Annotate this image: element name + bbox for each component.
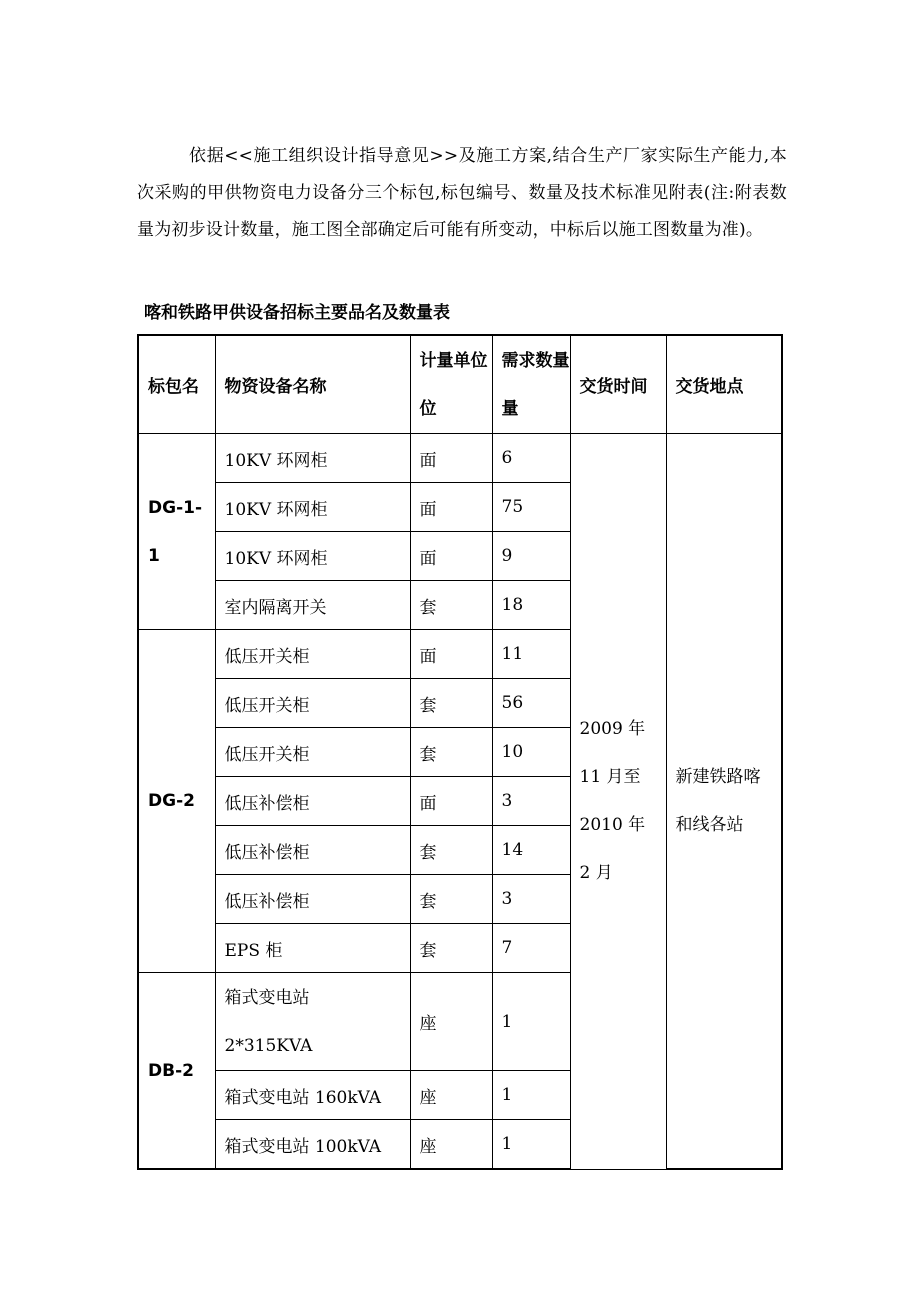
item-unit: 套 — [410, 875, 492, 924]
item-name-line2: 2*315KVA — [224, 1035, 313, 1056]
delivery-place-line1: 新建铁路喀 — [675, 767, 761, 787]
item-unit: 座 — [410, 973, 492, 1071]
item-name: 10KV 环网柜 — [215, 532, 410, 581]
header-unit — [410, 335, 492, 434]
package-dg-1-1-line2: 1 — [148, 545, 160, 566]
item-unit: 座 — [410, 1071, 492, 1120]
item-unit: 面 — [410, 777, 492, 826]
delivery-place-line2: 和线各站 — [675, 815, 744, 835]
item-name: 低压补偿柜 — [215, 777, 410, 826]
header-qty-line1: 需求数量 — [501, 350, 570, 371]
item-qty: 1 — [492, 1071, 570, 1120]
header-qty-line2: 量 — [501, 398, 519, 419]
item-qty: 10 — [492, 728, 570, 777]
table-title: 喀和铁路甲供设备招标主要品名及数量表 — [144, 303, 450, 323]
item-qty: 14 — [492, 826, 570, 875]
item-unit: 座 — [410, 1120, 492, 1170]
item-name-line1: 箱式变电站 — [224, 987, 310, 1008]
item-unit: 面 — [410, 630, 492, 679]
item-qty: 3 — [492, 777, 570, 826]
item-unit: 面 — [410, 532, 492, 581]
delivery-time-line4: 2 月 — [579, 863, 613, 884]
delivery-time-line2: 11 月至 — [579, 767, 641, 788]
item-name: 低压开关柜 — [215, 630, 410, 679]
item-name: EPS 柜 — [215, 924, 410, 973]
item-name: 低压开关柜 — [215, 679, 410, 728]
item-name: 低压补偿柜 — [215, 875, 410, 924]
item-unit: 套 — [410, 924, 492, 973]
delivery-time-line1: 2009 年 — [579, 719, 646, 740]
package-dg-1-1 — [138, 434, 215, 630]
intro-paragraph: 依据<<施工组织设计指导意见>>及施工方案,结合生产厂家实际生产能力,本次采购的甲供物资电力设备分三个标包,标包编号、数量及技术标准见附表(注:附表数量为初步设计数量，施工图全部确定后可能有所变动，中标后以施工图数量为准)。 — [137, 146, 787, 240]
delivery-time-line3: 2010 年 — [579, 815, 646, 836]
item-qty: 3 — [492, 875, 570, 924]
item-qty: 6 — [492, 434, 570, 483]
item-name: 10KV 环网柜 — [215, 434, 410, 483]
item-qty: 1 — [492, 973, 570, 1071]
header-delivery-place: 交货地点 — [666, 335, 782, 434]
table-row — [138, 434, 782, 483]
header-item: 物资设备名称 — [215, 335, 410, 434]
item-unit: 套 — [410, 826, 492, 875]
item-name: 低压开关柜 — [215, 728, 410, 777]
item-qty: 9 — [492, 532, 570, 581]
item-name — [215, 973, 410, 1071]
item-qty: 1 — [492, 1120, 570, 1170]
item-name: 室内隔离开关 — [215, 581, 410, 630]
delivery-time-cell — [570, 434, 666, 1170]
header-unit-line1: 计量单位 — [419, 350, 488, 371]
item-qty: 11 — [492, 630, 570, 679]
header-qty — [492, 335, 570, 434]
item-qty: 75 — [492, 483, 570, 532]
item-qty: 7 — [492, 924, 570, 973]
item-qty: 18 — [492, 581, 570, 630]
delivery-place-cell — [666, 434, 782, 1170]
item-qty: 56 — [492, 679, 570, 728]
header-unit-line2: 位 — [419, 398, 437, 419]
item-unit: 面 — [410, 434, 492, 483]
header-delivery-time: 交货时间 — [570, 335, 666, 434]
package-db-2: DB-2 — [138, 973, 215, 1170]
equipment-table — [137, 334, 783, 1170]
item-name: 箱式变电站 100kVA — [215, 1120, 410, 1170]
header-package: 标包名 — [138, 335, 215, 434]
item-unit: 套 — [410, 728, 492, 777]
item-unit: 面 — [410, 483, 492, 532]
item-unit: 套 — [410, 679, 492, 728]
item-name: 低压补偿柜 — [215, 826, 410, 875]
item-name: 箱式变电站 160kVA — [215, 1071, 410, 1120]
table-header-row — [138, 335, 782, 434]
package-dg-2: DG-2 — [138, 630, 215, 973]
item-unit: 套 — [410, 581, 492, 630]
item-name: 10KV 环网柜 — [215, 483, 410, 532]
package-dg-1-1-line1: DG-1- — [148, 497, 203, 518]
